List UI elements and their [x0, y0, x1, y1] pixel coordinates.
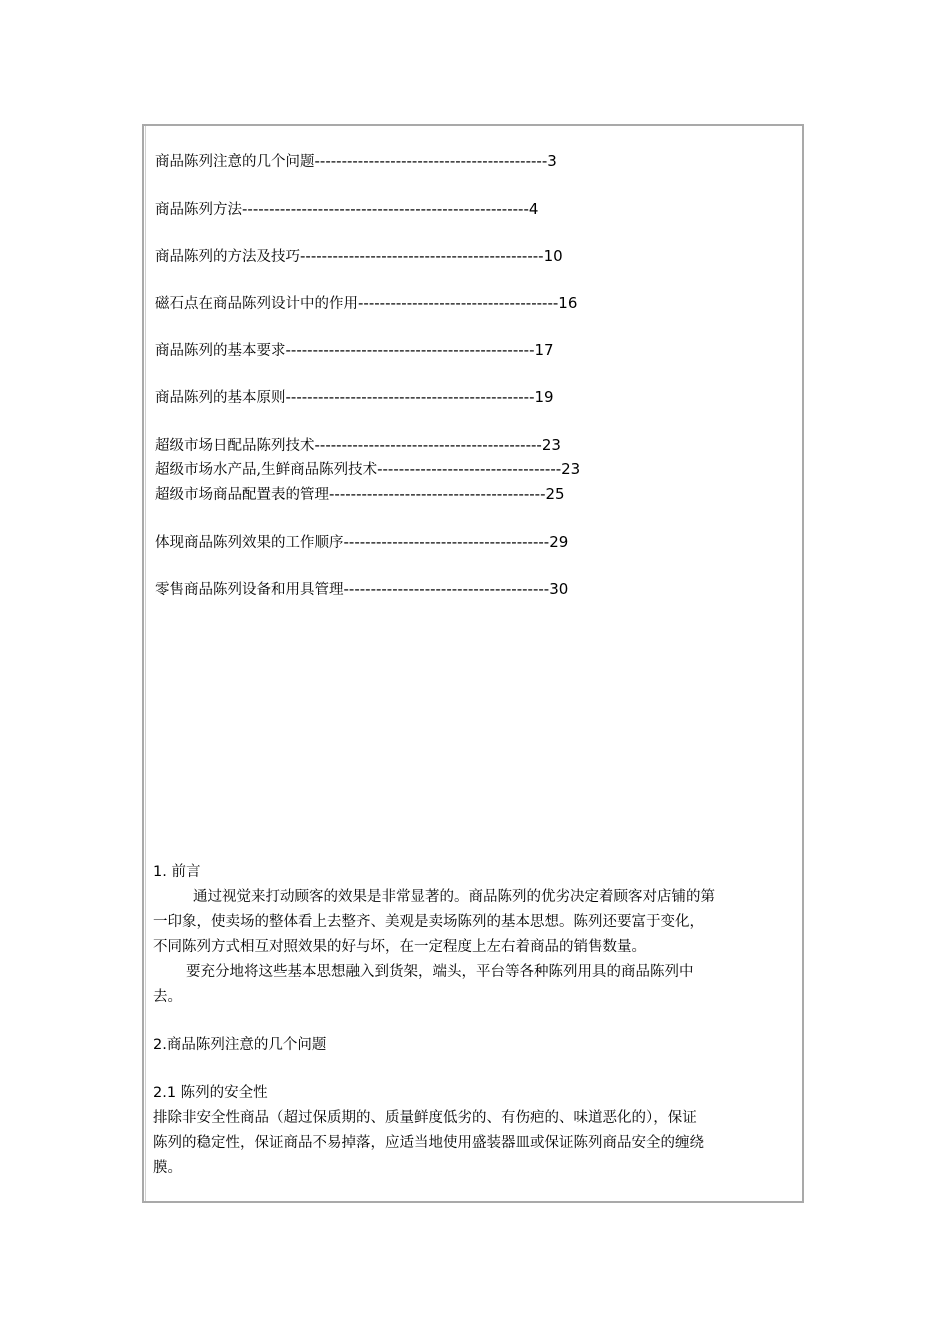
toc-entry[interactable]: [155, 293, 577, 314]
paragraph-line: 不同陈列方式相互对照效果的好与坏，在一定程度上左右着商品的销售数量。: [153, 939, 646, 955]
toc-entry[interactable]: [155, 199, 538, 220]
toc-leader: ---------------------------------------------: [300, 247, 544, 265]
toc-leader: -----------------------------------------------------: [242, 200, 529, 218]
toc-page: 23: [561, 460, 581, 478]
toc-entry[interactable]: [155, 484, 565, 505]
section-2-1-heading: [153, 1081, 268, 1105]
toc-page: 4: [528, 200, 539, 218]
toc-page: 16: [558, 294, 578, 312]
paragraph-line: 一印象，使卖场的整体看上去整齐、美观是卖场陈列的基本思想。陈列还要富于变化，: [153, 914, 704, 930]
section-2-heading: [153, 1033, 326, 1057]
toc-page: 3: [547, 152, 557, 170]
toc-leader: --------------------------------------: [343, 533, 550, 551]
toc-entry[interactable]: [155, 340, 554, 361]
toc-title: 超级市场日配品陈列技术: [155, 438, 315, 454]
toc-page: 25: [545, 485, 565, 503]
toc-page: 23: [541, 436, 561, 454]
toc-leader: -------------------------------------: [358, 294, 559, 312]
toc-entry[interactable]: [155, 579, 568, 600]
toc-title: 商品陈列的方法及技巧: [155, 249, 300, 265]
toc-title: 体现商品陈列效果的工作顺序: [155, 535, 344, 551]
paragraph-line: 排除非安全性商品（超过保质期的、质量鲜度低劣的、有伤疤的、味道恶化的），保证: [153, 1110, 697, 1126]
toc-entry[interactable]: [155, 151, 557, 172]
toc-entry[interactable]: [155, 532, 568, 553]
toc-title: 商品陈列的基本原则: [155, 390, 286, 406]
toc-entry[interactable]: [155, 459, 580, 480]
toc-page: 17: [534, 341, 554, 359]
toc-title: 商品陈列的基本要求: [155, 343, 286, 359]
section-number: 2.: [153, 1037, 167, 1053]
toc-title: 超级市场商品配置表的管理: [155, 487, 329, 503]
toc-leader: -------------------------------------------: [314, 152, 548, 170]
toc-leader: ----------------------------------------------: [285, 341, 535, 359]
toc-leader: --------------------------------------: [343, 580, 550, 598]
section-number: 2.1: [153, 1085, 181, 1101]
toc-page: 10: [543, 247, 563, 265]
toc-leader: ----------------------------------------------: [285, 388, 535, 406]
toc-leader: ------------------------------------------: [314, 436, 542, 454]
section-1-heading: [153, 860, 200, 884]
paragraph-line: 膜。: [153, 1160, 182, 1176]
toc-leader: ----------------------------------: [377, 460, 562, 478]
toc-entry[interactable]: [155, 435, 561, 456]
toc-page: 19: [534, 388, 554, 406]
toc-entry[interactable]: [155, 246, 563, 267]
toc-title: 超级市场水产品,生鲜商品陈列技术: [155, 462, 378, 478]
paragraph-line: 陈列的稳定性，保证商品不易掉落，应适当地使用盛装器皿或保证陈列商品安全的缠绕: [153, 1135, 704, 1151]
toc-title: 商品陈列方法: [155, 202, 242, 218]
section-title: 陈列的安全性: [180, 1085, 268, 1101]
section-number: 1.: [153, 864, 172, 880]
toc-title: 商品陈列注意的几个问题: [155, 154, 315, 170]
paragraph-line: 通过视觉来打动顾客的效果是非常显著的。商品陈列的优劣决定着顾客对店铺的第: [193, 889, 715, 905]
document-frame: [142, 124, 804, 1203]
section-title: 前言: [171, 864, 201, 880]
section-title: 商品陈列注意的几个问题: [166, 1037, 327, 1053]
toc-entry[interactable]: [155, 387, 554, 408]
frame-inner-rule: [145, 126, 146, 1201]
toc-page: 30: [549, 580, 569, 598]
toc-page: 29: [549, 533, 569, 551]
paragraph-line: 要充分地将这些基本思想融入到货架，端头，平台等各种陈列用具的商品陈列中: [186, 964, 694, 980]
toc-title: 零售商品陈列设备和用具管理: [155, 582, 344, 598]
toc-leader: ----------------------------------------: [329, 485, 546, 503]
toc-title: 磁石点在商品陈列设计中的作用: [155, 296, 358, 312]
paragraph-line: 去。: [153, 989, 182, 1005]
